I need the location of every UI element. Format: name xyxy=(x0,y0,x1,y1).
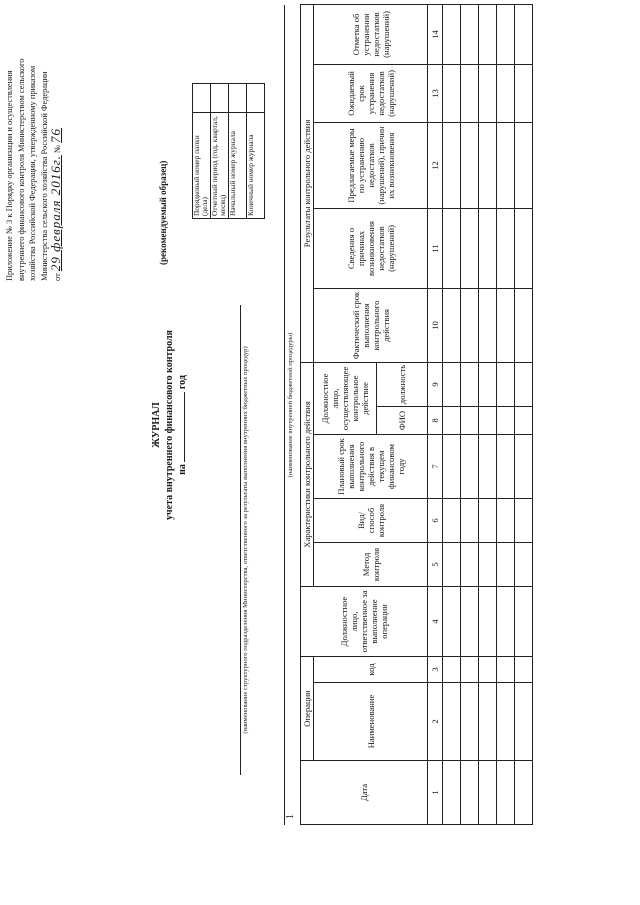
column-number: 2 xyxy=(428,683,443,761)
col-controller: Должностное лицо, осуществляющее контрольное действие xyxy=(314,362,377,434)
col-results: Результаты контрольного действия xyxy=(301,4,314,362)
header-row-2 xyxy=(314,4,377,824)
col-remedy-mark: Отметка об устранении недостатков (нарушений) xyxy=(314,4,428,64)
col-responsible: Должностное лицо, ответственное за выполнение операции xyxy=(301,587,428,657)
column-number: 8 xyxy=(428,407,443,435)
col-op-code: код xyxy=(314,657,428,683)
column-number: 4 xyxy=(428,587,443,657)
column-number: 3 xyxy=(428,657,443,683)
date-value: 29 февраля 2016г. xyxy=(48,155,63,272)
journal-table xyxy=(300,4,533,825)
column-number: 10 xyxy=(428,288,443,362)
procedure-caption: (наименование внутренней бюджетной процедуры) xyxy=(287,332,294,478)
procedure-line[interactable] xyxy=(284,5,285,825)
numbox-value[interactable] xyxy=(211,84,229,113)
numbox-value[interactable] xyxy=(247,84,265,113)
col-fio: ФИО xyxy=(377,407,428,435)
col-causes: Сведения о причинах возникновения недостатков (нарушений) xyxy=(314,208,428,288)
col-type: Вид/способ контроля xyxy=(314,499,428,543)
numbox-row xyxy=(247,84,265,219)
col-planned: Плановый срок выполнения контрольного действия в текущем финансовом году xyxy=(314,435,428,499)
approval-line-4: Министерства сельского хозяйства Российской Федерации xyxy=(39,71,49,281)
number-prefix: № xyxy=(53,145,62,154)
col-actual: Фактический срок выполнения контрольного действия xyxy=(314,288,428,362)
numbox-value[interactable] xyxy=(193,84,211,113)
approval-line-1: Приложение № 3 к Порядку организации и осуществления xyxy=(5,70,14,281)
approval-line-2: внутреннего финансового контроля Министерством сельского xyxy=(16,58,26,281)
table-row[interactable] xyxy=(497,4,515,824)
col-date: Дата xyxy=(301,761,428,825)
table-row[interactable] xyxy=(461,4,479,824)
approval-date-line xyxy=(50,11,64,281)
col-op-name: Наименование xyxy=(314,683,428,761)
col-operations: Операции xyxy=(301,657,314,761)
number-row xyxy=(428,4,443,824)
title-subtitle: учета внутреннего финансового контроля xyxy=(164,330,175,520)
journal-title xyxy=(150,245,189,605)
year-suffix: год xyxy=(177,375,188,390)
unit-caption: (наименование структурного подразделения Министерства, ответственного за результаты выполнения внутренних бюджетных процедур) xyxy=(242,346,249,734)
numbox-row xyxy=(211,84,229,219)
numbox-row xyxy=(229,84,247,219)
unit-line[interactable] xyxy=(240,305,241,775)
column-number: 14 xyxy=(428,4,443,64)
journal-number-box xyxy=(192,83,265,219)
col-position: должность xyxy=(377,362,428,406)
title-year-line xyxy=(176,245,189,605)
approval-block xyxy=(4,11,64,281)
header-row-1 xyxy=(301,4,314,824)
column-number: 5 xyxy=(428,543,443,587)
numbox-value[interactable] xyxy=(229,84,247,113)
year-prefix: на xyxy=(177,464,188,475)
column-number: 7 xyxy=(428,435,443,499)
year-blank[interactable] xyxy=(184,392,185,462)
column-number: 9 xyxy=(428,362,443,406)
sample-label: (рекомендуемый образец) xyxy=(158,160,168,265)
column-number: 11 xyxy=(428,208,443,288)
title-word: ЖУРНАЛ xyxy=(151,402,162,448)
numbox-label: Начальный номер журнала xyxy=(229,113,247,219)
col-characteristics: Характеристики контрольного действия xyxy=(301,362,314,586)
approval-line-3: хозяйства Российской Федерации, утвержденному приказом xyxy=(28,65,37,281)
col-method: Метод контроля xyxy=(314,543,428,587)
column-number: 12 xyxy=(428,122,443,208)
column-number: 6 xyxy=(428,499,443,543)
number-value: 76 xyxy=(48,127,63,143)
numbox-row xyxy=(193,84,211,219)
date-prefix: от xyxy=(53,273,62,281)
numbox-label: Порядковый номер папки (дела) xyxy=(193,113,211,219)
margin-mark: 1 xyxy=(285,814,296,819)
column-number: 1 xyxy=(428,761,443,825)
numbox-label: Отчетный период (год, квартал, месяц) xyxy=(211,113,229,219)
table-row[interactable] xyxy=(479,4,497,824)
col-measures: Предлагаемые меры по устранению недостатков (нарушений), причин их возникновения xyxy=(314,122,428,208)
table-row[interactable] xyxy=(443,4,461,824)
column-number: 13 xyxy=(428,64,443,122)
table-row[interactable] xyxy=(515,4,533,824)
col-expected: Ожидаемый срок устранения недостатков (нарушений) xyxy=(314,64,428,122)
numbox-label: Конечный номер журнала xyxy=(247,113,265,219)
